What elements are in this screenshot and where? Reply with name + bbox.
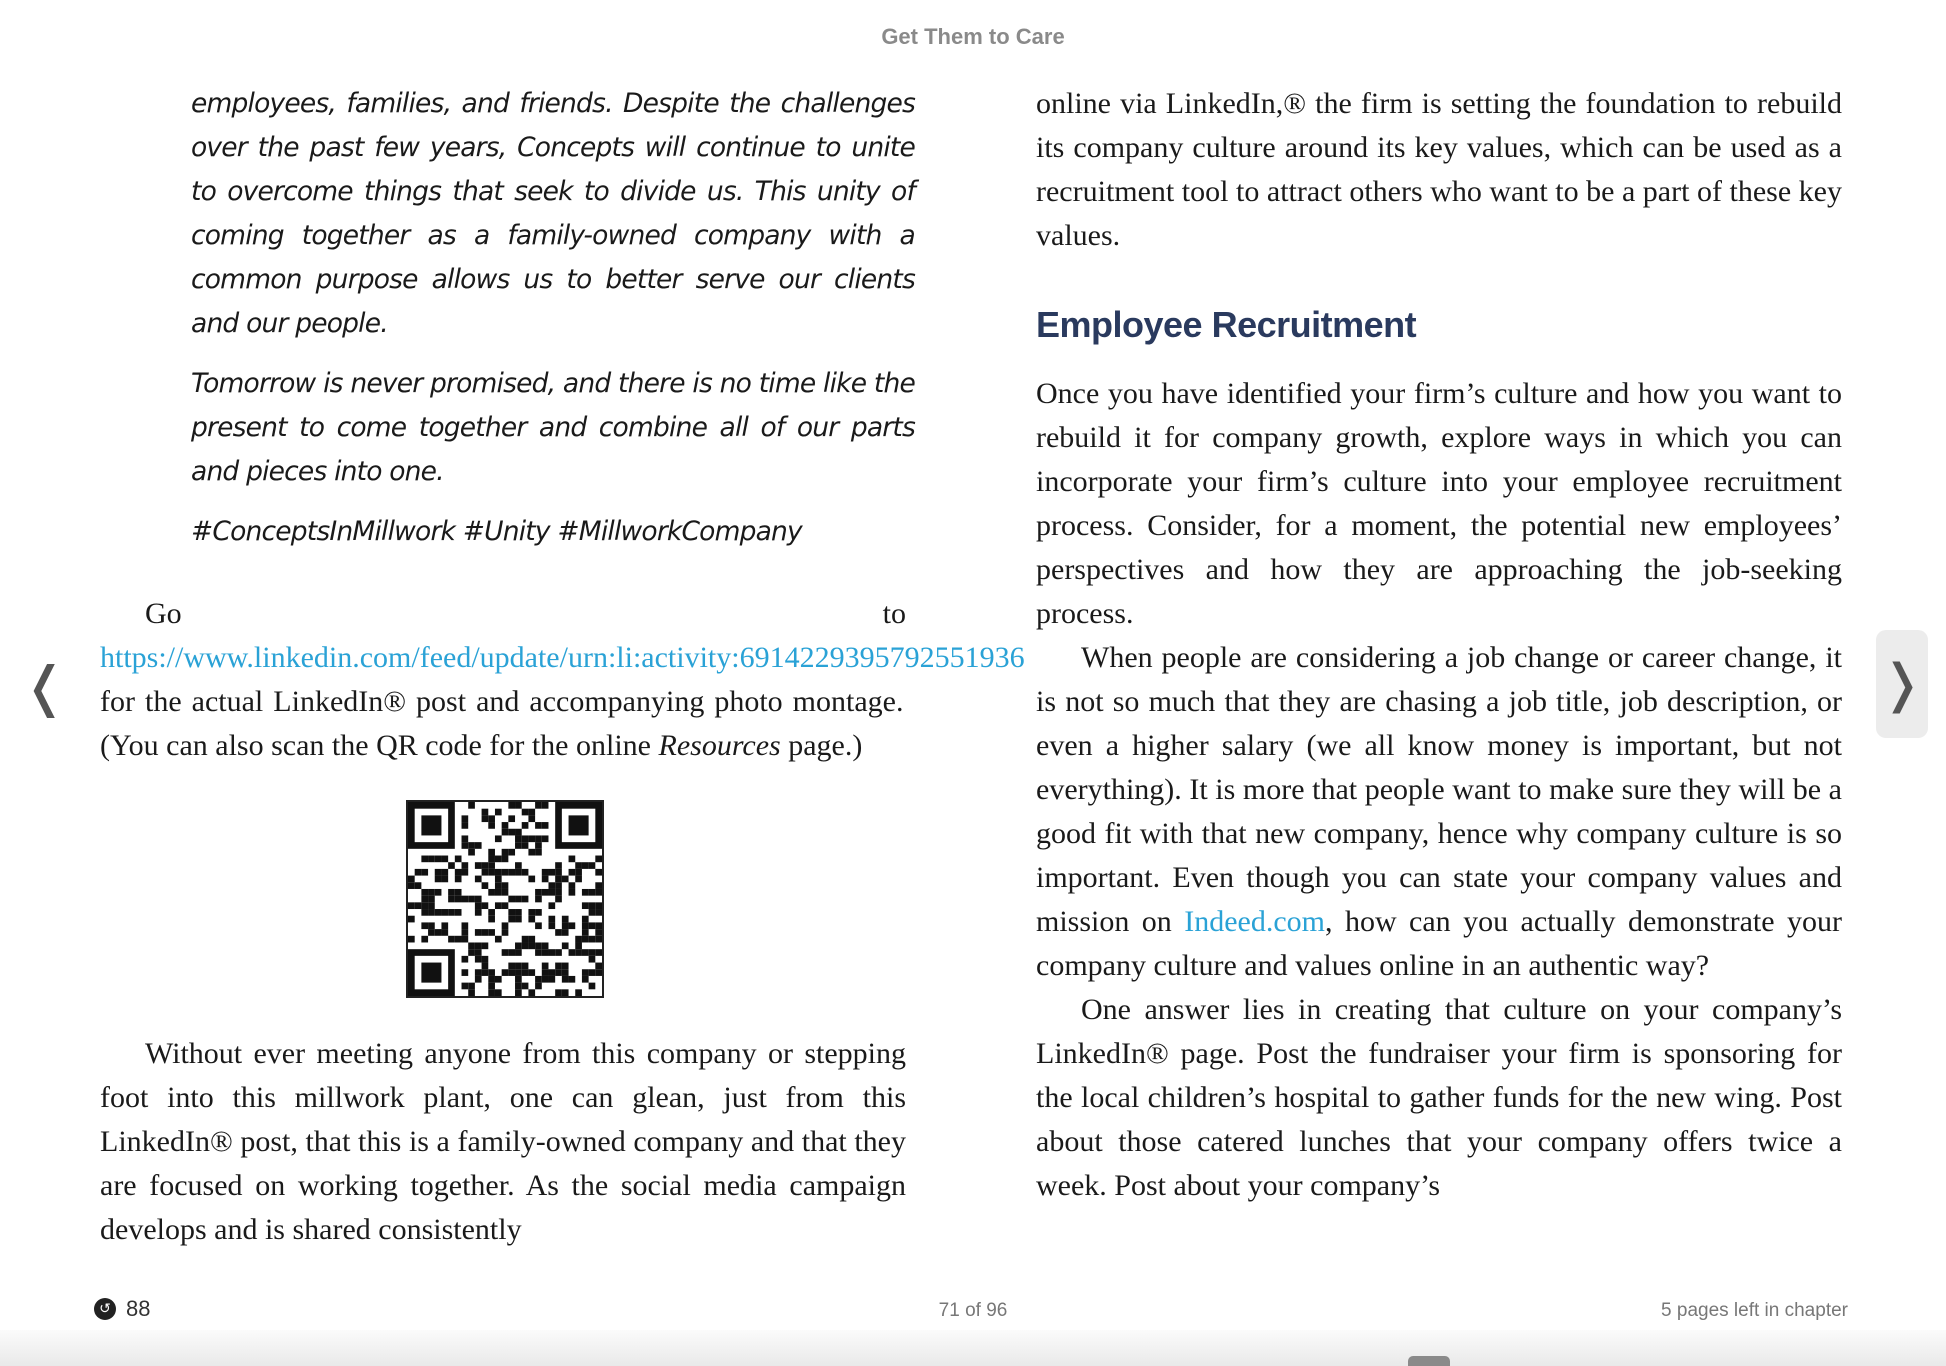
quote-paragraph: Tomorrow is never promised, and there is no time like the present to come together and combine all of our parts and pieces into one. — [191, 368, 915, 487]
pages-left-in-chapter: 5 pages left in chapter — [1661, 1300, 1848, 1321]
qr-code — [406, 800, 604, 998]
goto-middle: for the actual LinkedIn® post and accompanying photo montage. (You can also scan the QR code for the online — [100, 685, 904, 762]
recruitment-paragraph-2 — [1036, 636, 1842, 988]
quote-hashtags: #ConceptsInMillwork #Unity #MillworkCompany — [191, 516, 802, 547]
paragraph-after-qr: Without ever meeting anyone from this company or stepping foot into this millwork plant, one can glean, just from this LinkedIn® post, that this is a family-owned company and that they are focused on working together. As the social media campaign develops and is shared consistently — [100, 1037, 906, 1246]
section-heading: Employee Recruitment — [1036, 304, 1417, 345]
para2-text-a: When people are considering a job change or career change, it is not so much that they are chasing a job title, job description, or even a higher salary (we all know money is important, but not everything). It is more that people want to make sure they will be a good fit with that new company, hence why company culture is so important. Even though you can state your company values and mission on — [1036, 641, 1842, 938]
indeed-link[interactable]: Indeed.com — [1184, 905, 1326, 938]
right-page — [1036, 82, 1842, 1208]
goto-suffix: page.) — [780, 729, 863, 762]
back-page-number: 88 — [126, 1296, 151, 1321]
quote-paragraph: employees, families, and friends. Despite the challenges over the past few years, Concepts will continue to unite to overcome things that seek to divide us. This unity of coming together as a family-owned company with a common purpose allows us to better serve our clients and our people. — [191, 88, 915, 339]
goto-prefix: Go to — [145, 597, 906, 630]
undo-icon: ↺ — [94, 1298, 116, 1320]
previous-page-chevron-icon[interactable]: ❬ — [22, 655, 68, 718]
right-top-paragraph: online via LinkedIn,® the firm is setting the foundation to rebuild its company culture around its key values, which can be used as a recruitment tool to attract others who want to be a part of these key values. — [1036, 87, 1842, 252]
page-indicator: 71 of 96 — [938, 1300, 1008, 1321]
qr-code-graphic — [408, 802, 602, 996]
recruitment-paragraph-1: Once you have identified your firm’s culture and how you want to rebuild it for company growth, explore ways in which you can incorporate your firm’s culture into your employee recruitment process. Consider, for a moment, the potential new employees’ perspectives and how they are approaching the job-seeking process. — [1036, 377, 1842, 630]
scroll-handle[interactable] — [1408, 1356, 1450, 1366]
block-quote — [191, 82, 915, 554]
goto-paragraph — [100, 592, 1025, 768]
left-page — [100, 82, 1025, 1246]
recruitment-paragraph-3: One answer lies in creating that culture on your company’s LinkedIn® page. Post the fundraiser your firm is sponsoring for the local children’s hospital to gather funds for the new wing. Post about those catered lunches that your company offers twice a week. Post about your company’s — [1036, 993, 1842, 1202]
para2-text-b: , how can you actually demonstrate your company culture and values online in an authentic way? — [1036, 905, 1842, 982]
book-title: Get Them to Care — [881, 24, 1065, 49]
next-page-chevron-icon[interactable]: ❭ — [1876, 630, 1928, 738]
bottom-bar — [0, 1330, 1946, 1366]
linkedin-activity-link[interactable]: https://www.linkedin.com/feed/update/urn:li:activity:6914229395792551936 — [100, 641, 1025, 674]
resources-italic: Resources — [658, 729, 781, 762]
